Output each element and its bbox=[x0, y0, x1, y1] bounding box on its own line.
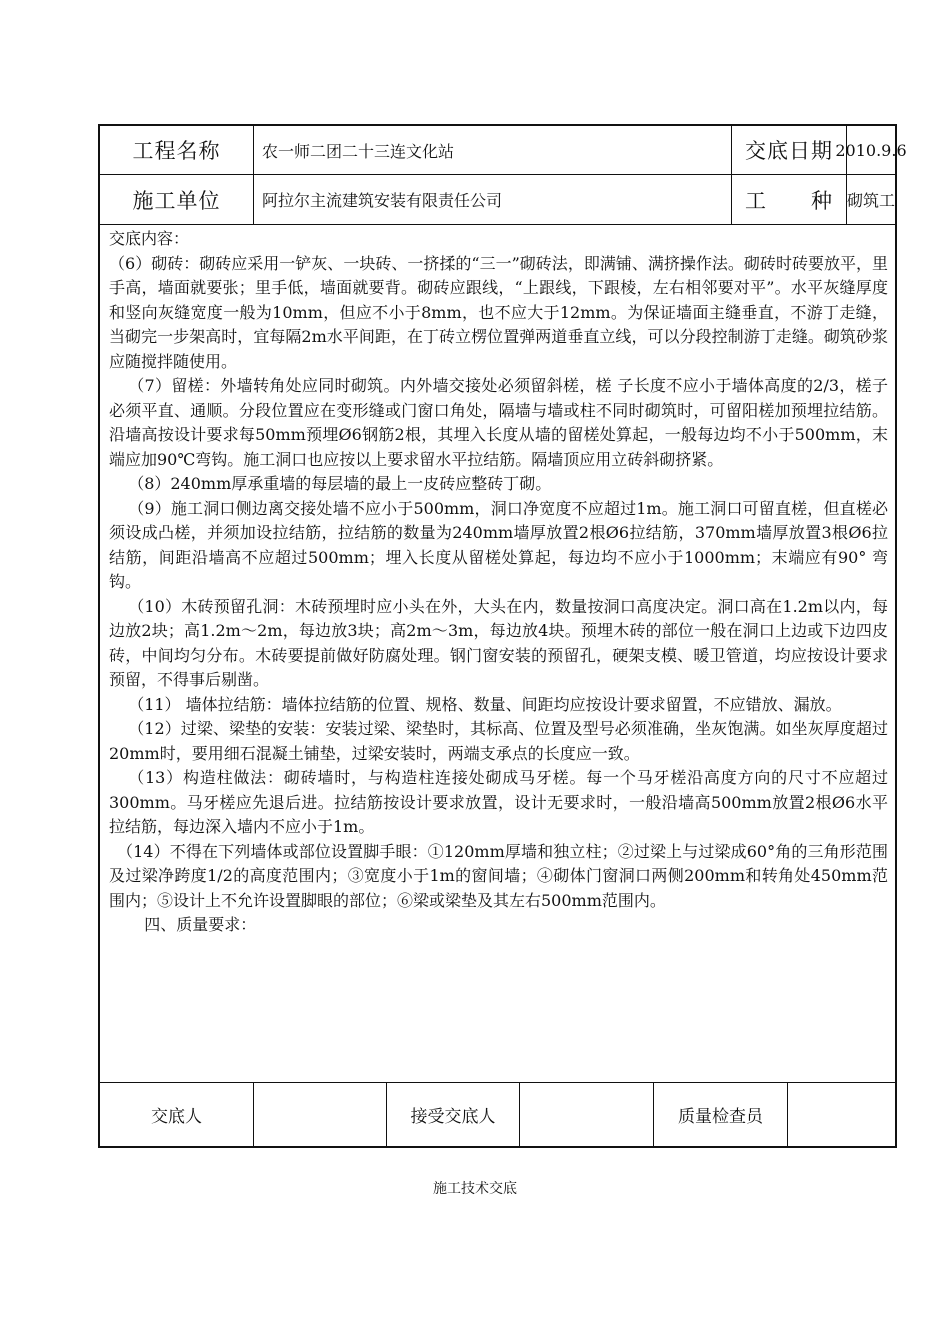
content-paragraph-9: （9）施工洞口侧边离交接处墙不应小于500mm，洞口净宽度不应超过1m。施工洞口可留直槎，但直槎必须设成凸槎，并须加设拉结筋，拉结筋的数量为240mm墙厚放置2根Ø6拉结筋，370mm墙厚放置3根Ø6拉结筋，间距沿墙高不应超过500mm；埋入长度从留槎处算起，每边均不应小于1000mm；末端应有90° 弯钩。 bbox=[109, 498, 888, 591]
disclosure-form bbox=[98, 124, 907, 1148]
receiver-signature bbox=[520, 1083, 654, 1146]
discloser-label: 交底人 bbox=[100, 1083, 254, 1146]
content-paragraph-10: （10）木砖预留孔洞：木砖预埋时应小头在外，大头在内，数量按洞口高度决定。洞口高在1.2m以内，每边放2块；高1.2m～2m，每边放3块；高2m～3m，每边放4块。预埋木砖的部位一般在洞口上边或下边四皮砖，中间均匀分布。木砖要提前做好防腐处理。钢门窗安装的预留孔，硬架支模、暖卫管道，均应按设计要求预留，不得事后剔凿。 bbox=[109, 596, 888, 689]
signature-row bbox=[100, 1083, 895, 1146]
content-paragraph-6: （6）砌砖：砌砖应采用一铲灰、一块砖、一挤揉的“三一”砌砖法，即满铺、满挤操作法。砌砖时砖要放平，里手高，墙面就要张；里手低，墙面就要背。砌砖应跟线，“上跟线，下跟棱，左右相邻要对平”。水平灰缝厚度和竖向灰缝宽度一般为10mm，但应不小于8mm，也不应大于12mm。为保证墙面主缝垂直，不游丁走缝，当砌完一步架高时，宜每隔2m水平间距，在丁砖立楞位置弹两道垂直立线，可以分段控制游丁走缝。砌筑砂浆应随搅拌随使用。 bbox=[109, 253, 888, 371]
content-paragraph-14: （14）不得在下列墙体或部位设置脚手眼：①120mm厚墙和独立柱；②过梁上与过梁成60°角的三角形范围及过梁净跨度1/2的高度范围内；③宽度小于1m的窗间墙；④砌体门窗洞口两侧200mm和转角处450mm范围内；⑤设计上不允许设置脚眼的部位；⑥梁或梁垫及其左右500mm范围内。 bbox=[109, 841, 888, 910]
disclosure-date-value: 2010.9.6 bbox=[835, 140, 907, 160]
construction-unit-label: 施工单位 bbox=[100, 175, 254, 224]
header-row-unit bbox=[100, 175, 895, 225]
inspector-signature bbox=[788, 1083, 895, 1146]
disclosure-content bbox=[100, 225, 895, 1083]
header-row-project bbox=[100, 126, 907, 175]
receiver-label: 接受交底人 bbox=[387, 1083, 520, 1146]
trade-value: 砌筑工 bbox=[847, 191, 896, 210]
project-name-value: 农一师二团二十三连文化站 bbox=[254, 126, 732, 174]
disclosure-date-label: 交底日期 bbox=[732, 126, 847, 174]
content-paragraph-8: （8）240mm厚承重墙的每层墙的最上一皮砖应整砖丁砌。 bbox=[128, 474, 552, 493]
construction-unit-value: 阿拉尔主流建筑安装有限责任公司 bbox=[254, 175, 732, 224]
content-heading: 交底内容： bbox=[109, 229, 190, 248]
content-paragraph-11: （11） 墙体拉结筋：墙体拉结筋的位置、规格、数量、间距均应按设计要求留置，不应错放、漏放。 bbox=[128, 694, 842, 714]
content-paragraph-7: （7）留槎：外墙转角处应同时砌筑。内外墙交接处必须留斜槎，槎 子长度不应小于墙体高度的2/3，槎子必须平直、通顺。分段位置应在变形缝或门窗口角处，隔墙与墙或柱不同时砌筑时，可留阳槎加预埋拉结筋。沿墙高按设计要求每50mm预埋Ø6钢筋2根，其埋入长度从墙的留槎处算起，一般每边均不小于500mm，末端应加90℃弯钩。施工洞口也应按以上要求留水平拉结筋。隔墙顶应用立砖斜砌挤紧。 bbox=[109, 376, 888, 469]
discloser-signature bbox=[254, 1083, 387, 1146]
quality-requirements-heading: 四、质量要求： bbox=[144, 915, 257, 934]
content-paragraph-13: （13）构造柱做法：砌砖墙时，与构造柱连接处砌成马牙槎。每一个马牙槎沿高度方向的尺寸不应超过300mm。马牙槎应先退后进。拉结筋按设计要求放置，设计无要求时，一般沿墙高500mm放置2根Ø6水平拉结筋，每边深入墙内不应小于1m。 bbox=[109, 768, 888, 836]
trade-label: 工 种 bbox=[732, 175, 847, 224]
content-paragraph-12: （12）过梁、梁垫的安装：安装过梁、梁垫时，其标高、位置及型号必须准确，坐灰饱满。如坐灰厚度超过20mm时，要用细石混凝土铺垫，过梁安装时，两端支承点的长度应一致。 bbox=[109, 719, 888, 763]
inspector-label: 质量检查员 bbox=[654, 1083, 788, 1146]
document-caption: 施工技术交底 bbox=[433, 1181, 517, 1197]
project-name-label: 工程名称 bbox=[100, 126, 254, 174]
